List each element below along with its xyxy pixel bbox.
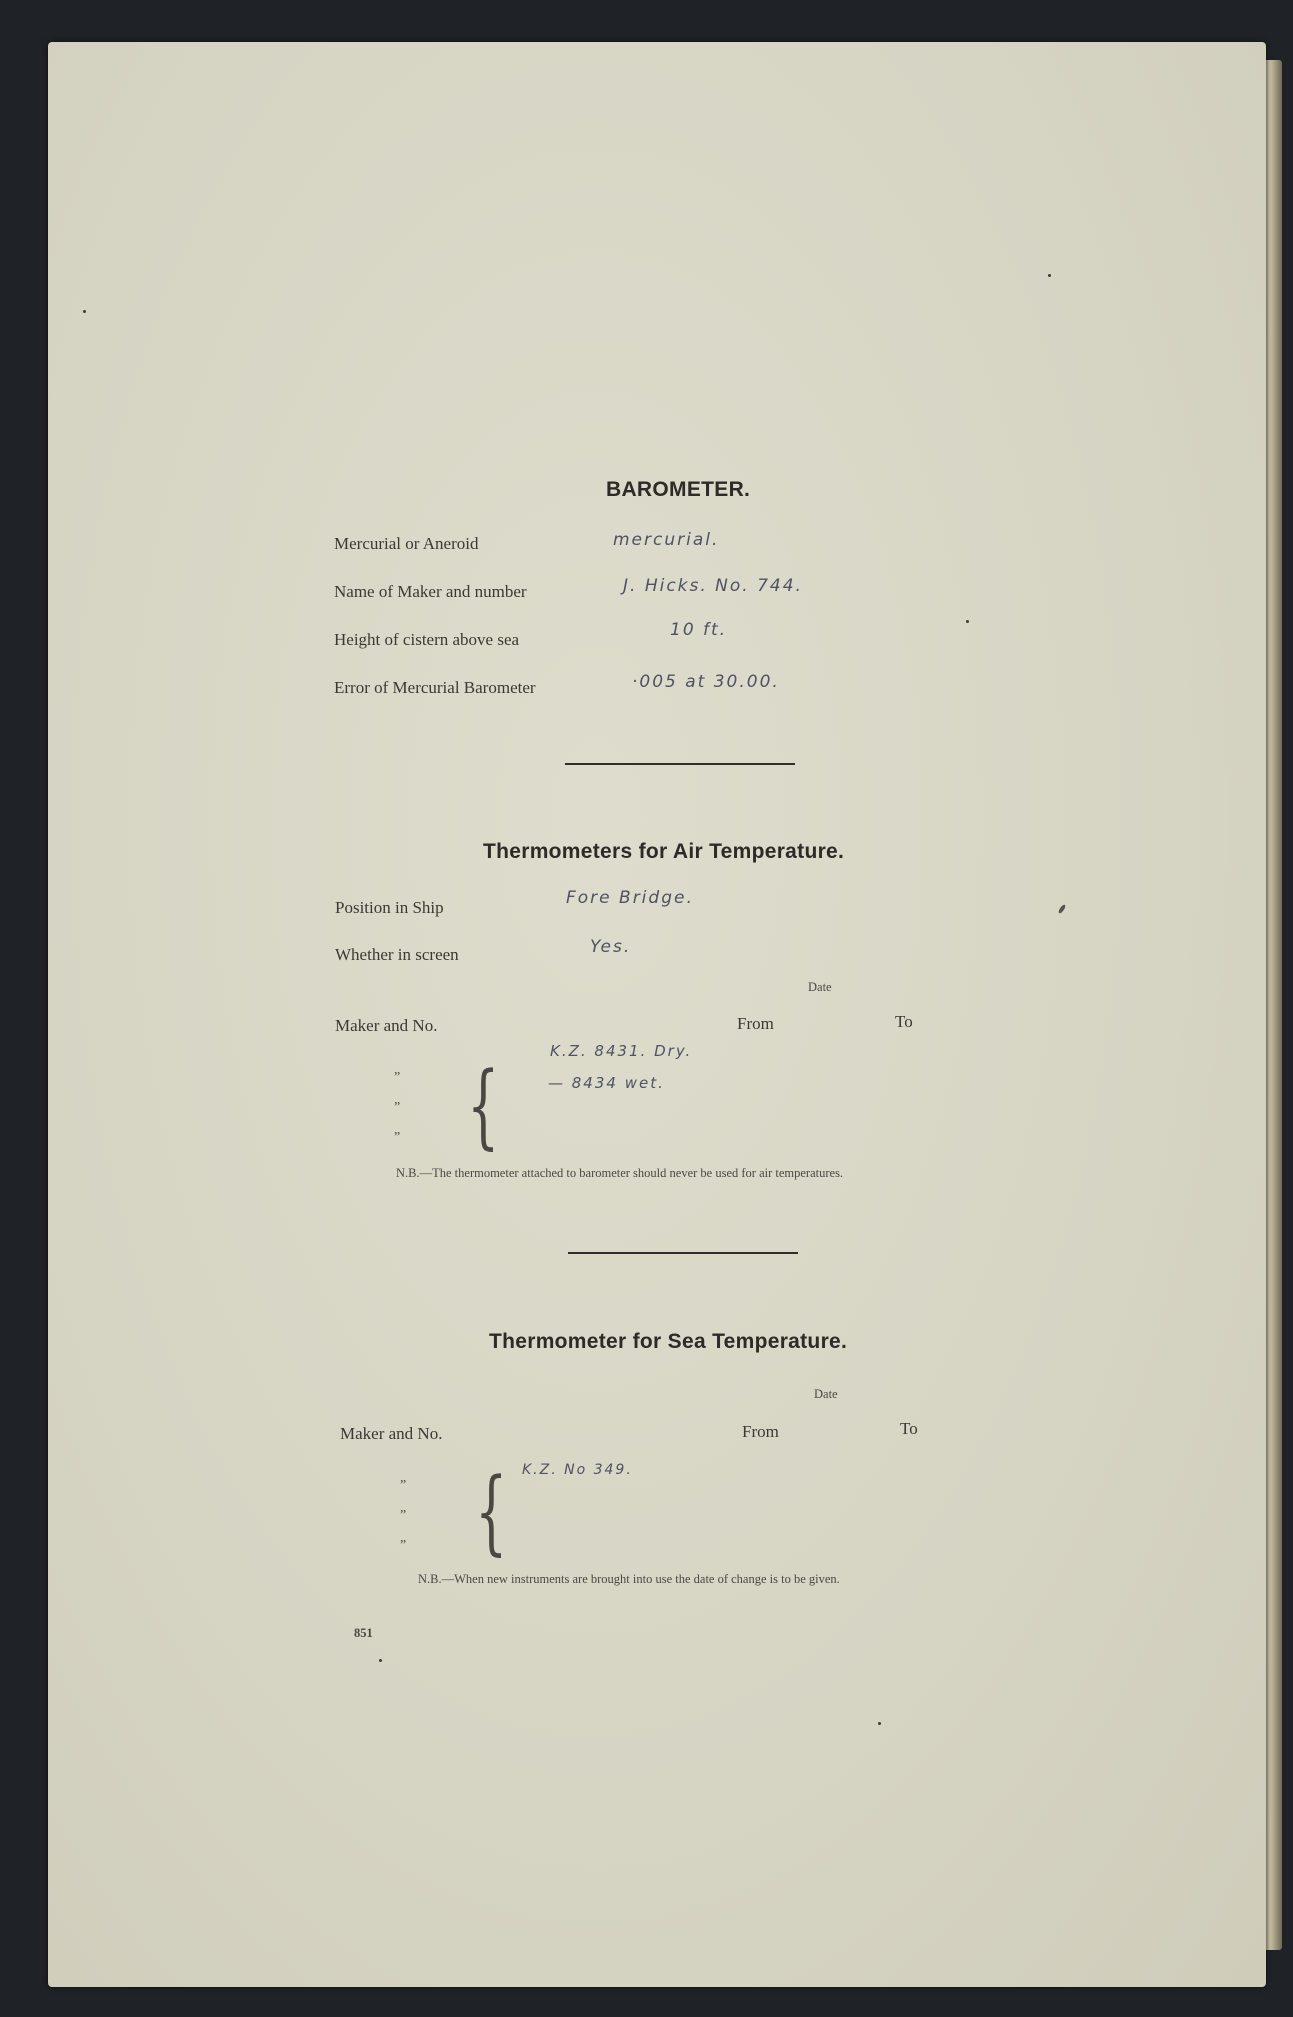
sea-maker-label: Maker and No. (340, 1424, 443, 1443)
barometer-error-value: ·005 at 30.00. (632, 672, 780, 692)
sea-ditto-3: ” (400, 1538, 407, 1553)
air-to-label: To (895, 1012, 913, 1031)
air-thermometers-title: Thermometers for Air Temperature. (483, 840, 845, 863)
barometer-type-value: mercurial. (613, 530, 720, 550)
air-ditto-3: ” (394, 1130, 401, 1145)
section-divider-2 (568, 1252, 798, 1254)
air-from-label: From (737, 1014, 774, 1033)
paper-speck (966, 620, 969, 623)
sea-ditto-1: ” (400, 1478, 407, 1493)
barometer-maker-label: Name of Maker and number (334, 582, 527, 601)
barometer-title: BAROMETER. (606, 478, 751, 501)
sea-note: N.B.—When new instruments are brought into use the date of change is to be given. (418, 1572, 840, 1586)
sea-thermometer-title: Thermometer for Sea Temperature. (489, 1330, 848, 1353)
paper-speck (878, 1722, 881, 1725)
ship-position-value: Fore Bridge. (566, 888, 694, 908)
section-divider (565, 763, 795, 765)
sea-from-label: From (742, 1422, 779, 1441)
air-ditto-1: ” (394, 1070, 401, 1085)
air-thermometer-wet: — 8434 wet. (548, 1074, 665, 1092)
barometer-maker-value: J. Hicks. No. 744. (623, 576, 803, 596)
barometer-type-label: Mercurial or Aneroid (334, 534, 479, 553)
sea-brace: { (475, 1458, 508, 1565)
sea-to-label: To (900, 1419, 918, 1438)
air-note: N.B.—The thermometer attached to barometer should never be used for air temperatures. (396, 1166, 844, 1180)
air-ditto-2: ” (394, 1100, 401, 1115)
cistern-height-label: Height of cistern above sea (334, 630, 520, 649)
air-maker-label: Maker and No. (335, 1016, 438, 1035)
document-page (48, 42, 1266, 1987)
page-number: 851 (354, 1626, 373, 1640)
sea-date-label: Date (814, 1387, 838, 1401)
screen-value: Yes. (590, 937, 632, 957)
barometer-error-label: Error of Mercurial Barometer (334, 678, 536, 697)
ship-position-label: Position in Ship (335, 898, 444, 917)
sea-ditto-2: ” (400, 1508, 407, 1523)
paper-speck (1048, 274, 1051, 277)
screen-label: Whether in screen (335, 945, 459, 964)
sea-thermometer-entry: K.Z. No 349. (522, 1462, 633, 1478)
paper-speck (83, 310, 86, 313)
air-thermometer-dry: K.Z. 8431. Dry. (550, 1042, 693, 1060)
cistern-height-value: 10 ft. (670, 620, 728, 640)
air-date-label: Date (808, 980, 832, 994)
paper-speck (379, 1659, 382, 1662)
air-brace: { (467, 1052, 500, 1159)
ink-mark (1057, 904, 1066, 914)
